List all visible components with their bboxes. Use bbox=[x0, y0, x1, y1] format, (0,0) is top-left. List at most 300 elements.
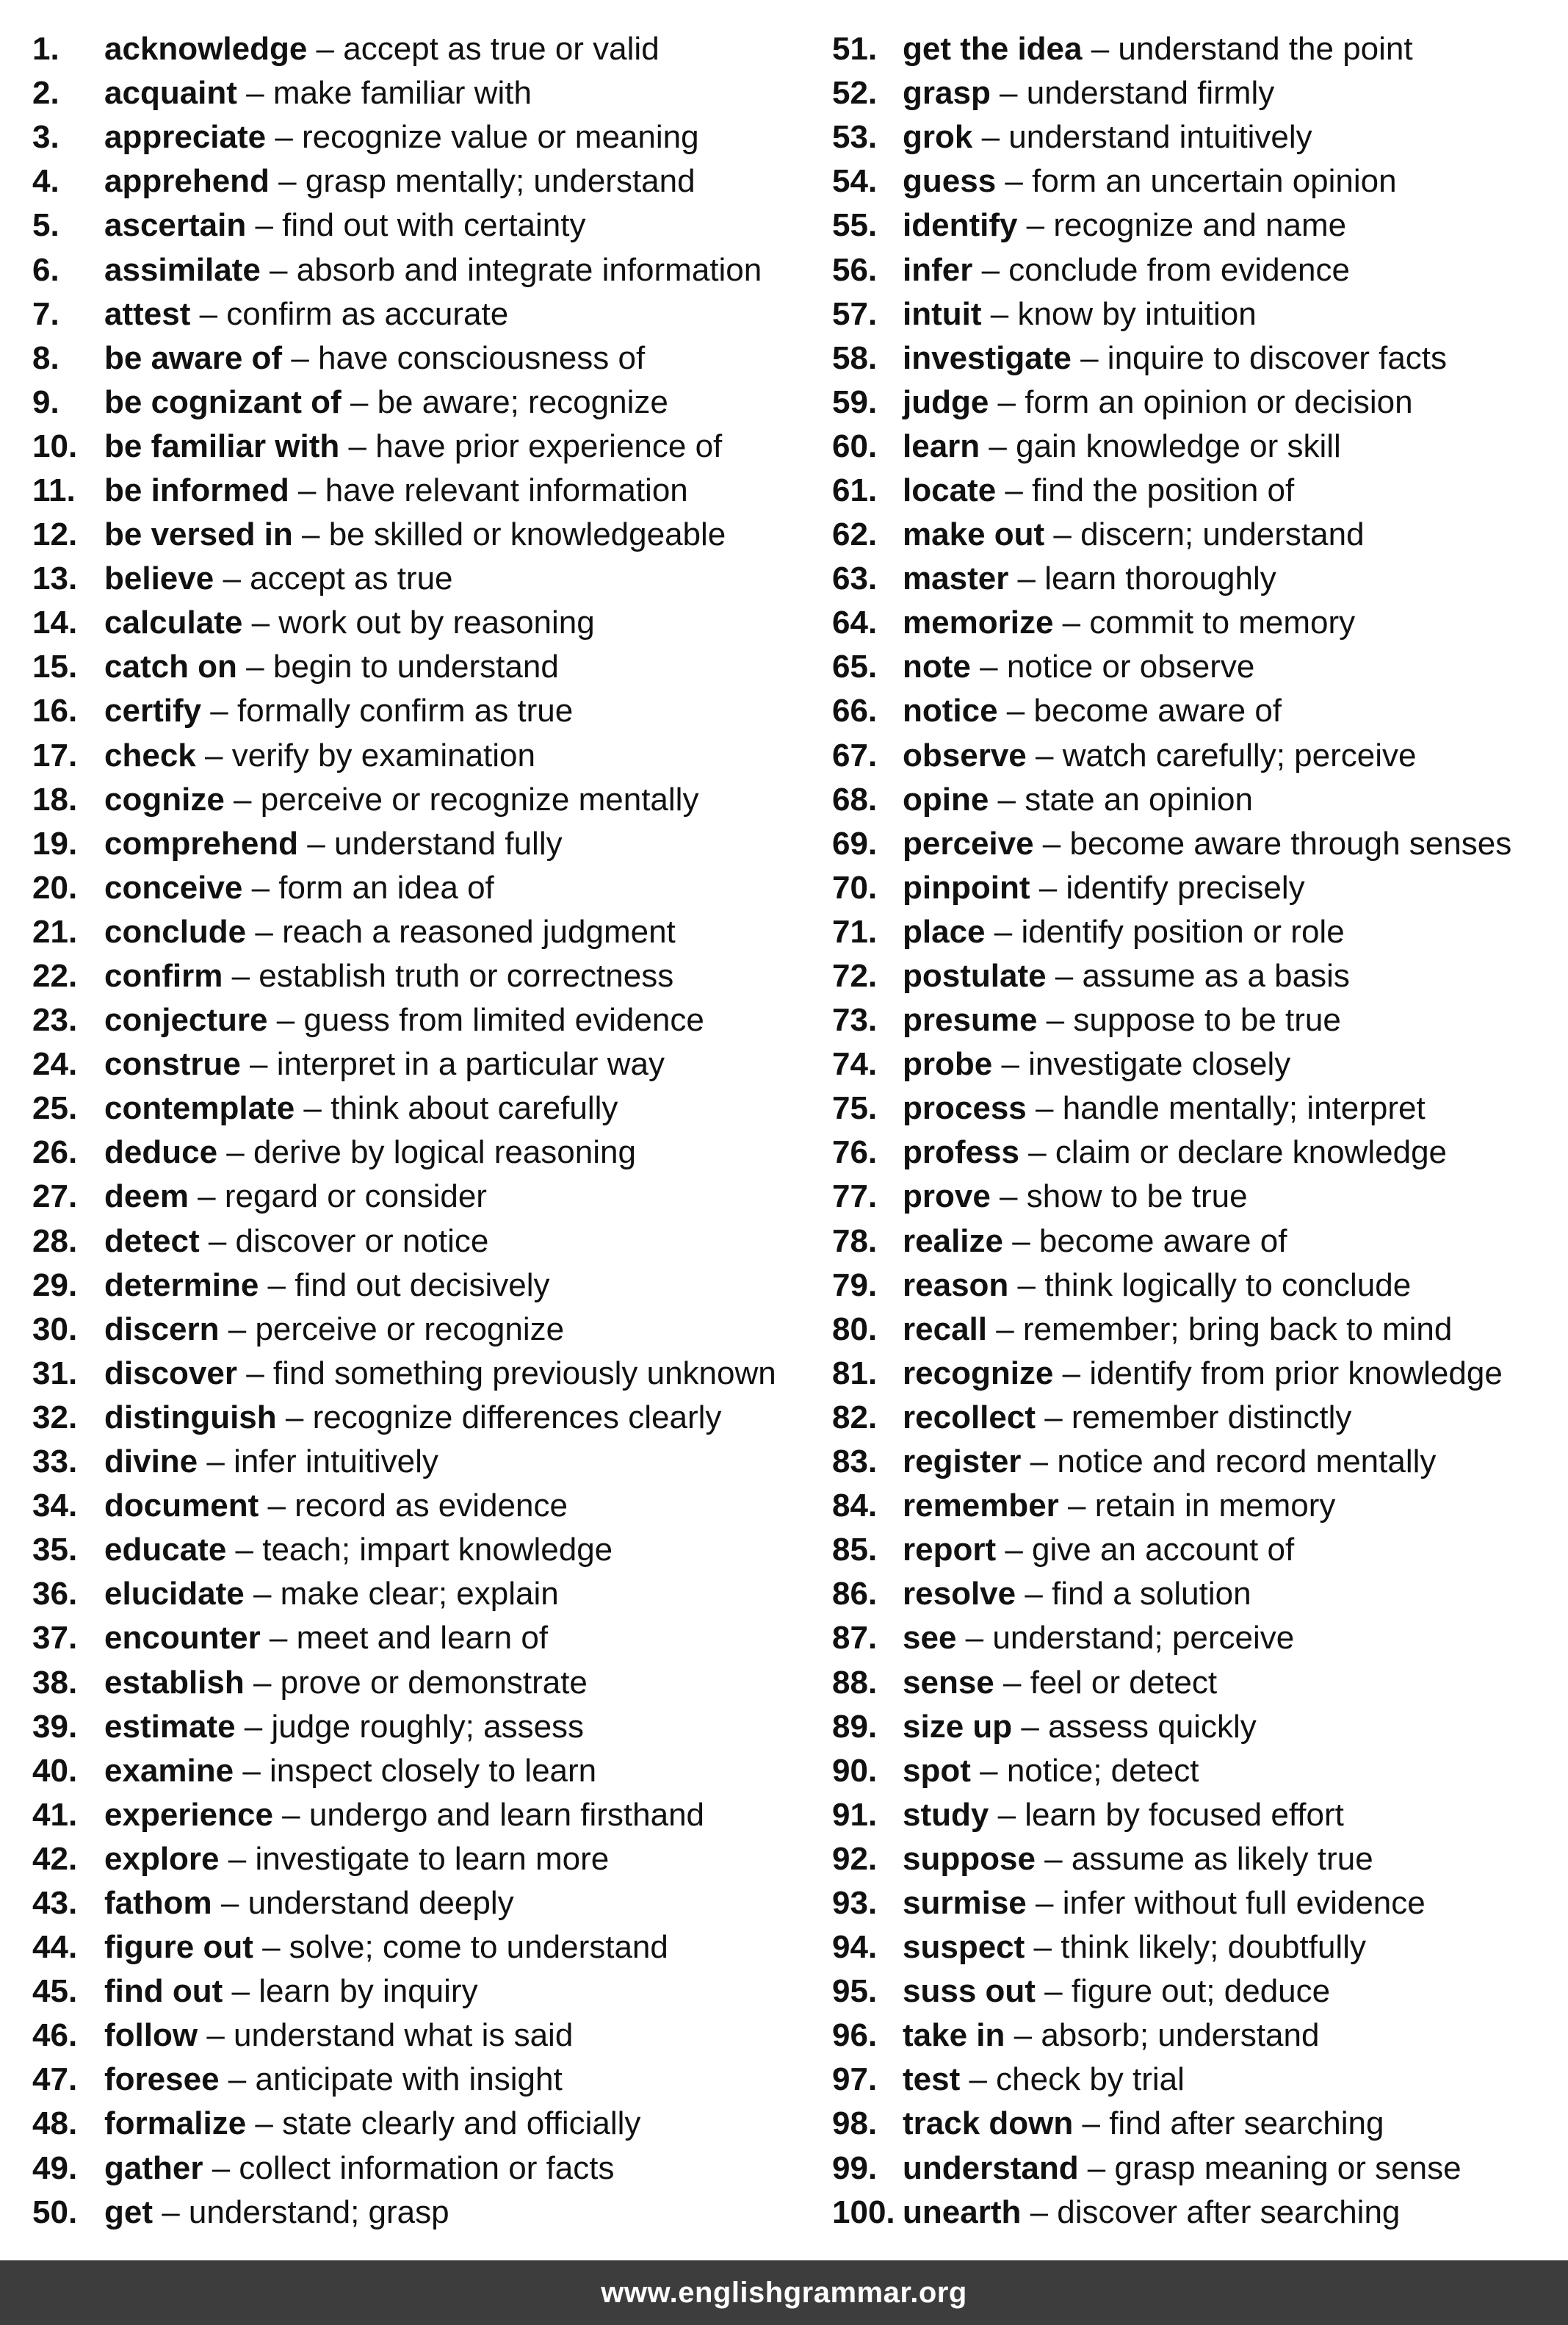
list-item bbox=[832, 71, 1567, 115]
entry-number: 71. bbox=[832, 913, 878, 950]
list-item bbox=[32, 2058, 800, 2102]
entry-term: conjecture bbox=[104, 1002, 268, 1039]
entry-separator: – bbox=[1071, 339, 1108, 376]
list-item bbox=[32, 998, 800, 1042]
entry-number: 29. bbox=[32, 1266, 78, 1303]
entry-separator: – bbox=[1035, 1840, 1072, 1877]
entry-definition: find a solution bbox=[1052, 1576, 1251, 1612]
entry-text bbox=[104, 2059, 563, 2100]
list-item bbox=[32, 1484, 800, 1528]
list-item bbox=[832, 469, 1567, 513]
entry-term: follow bbox=[104, 2017, 198, 2054]
entry-term: place bbox=[903, 913, 986, 950]
entry-number: 70. bbox=[832, 869, 878, 906]
entry-number: 74. bbox=[832, 1046, 878, 1083]
entry-separator: – bbox=[219, 1840, 256, 1877]
list-item bbox=[32, 1131, 800, 1175]
entry-number: 35. bbox=[32, 1532, 78, 1568]
entry-number: 16. bbox=[32, 693, 78, 729]
entry-separator: – bbox=[298, 825, 334, 862]
entry-number: 72. bbox=[832, 958, 878, 995]
entry-definition: derive by logical reasoning bbox=[253, 1134, 636, 1171]
entry-separator: – bbox=[246, 913, 283, 950]
entry-separator: – bbox=[236, 649, 273, 685]
entry-separator: – bbox=[199, 1222, 236, 1259]
entry-separator: – bbox=[1008, 560, 1045, 597]
entry-definition: guess from limited evidence bbox=[303, 1002, 704, 1039]
entry-separator: – bbox=[972, 119, 1009, 156]
entry-term: detect bbox=[104, 1222, 200, 1259]
entry-separator: – bbox=[244, 1664, 281, 1701]
list-item bbox=[32, 115, 800, 159]
entry-text bbox=[903, 956, 1350, 997]
entry-separator: – bbox=[190, 295, 227, 332]
entry-text bbox=[903, 338, 1447, 379]
entry-separator: – bbox=[1021, 2194, 1058, 2230]
entry-separator: – bbox=[224, 781, 261, 818]
list-item bbox=[832, 425, 1567, 469]
entry-term: distinguish bbox=[104, 1399, 277, 1435]
entry-definition: remember distinctly bbox=[1071, 1399, 1352, 1435]
entry-text bbox=[104, 1132, 636, 1173]
list-item bbox=[832, 336, 1567, 381]
list-item bbox=[832, 557, 1567, 601]
entry-definition: form an opinion or decision bbox=[1025, 383, 1413, 420]
list-item bbox=[32, 2191, 800, 2235]
entry-separator: – bbox=[1082, 31, 1119, 68]
entry-number: 17. bbox=[32, 737, 78, 774]
entry-number: 89. bbox=[832, 1708, 878, 1745]
entry-separator: – bbox=[236, 1355, 273, 1391]
list-item bbox=[832, 203, 1567, 248]
entry-separator: – bbox=[986, 1311, 1023, 1347]
entry-term: calculate bbox=[104, 605, 243, 641]
entry-definition: form an idea of bbox=[278, 869, 494, 906]
entry-separator: – bbox=[1026, 1090, 1063, 1127]
entry-term: understand bbox=[903, 2149, 1079, 2186]
entry-number: 4. bbox=[32, 163, 59, 200]
entry-separator: – bbox=[1030, 869, 1066, 906]
entry-text bbox=[104, 1927, 668, 1968]
entry-term: guess bbox=[903, 163, 997, 200]
entry-definition: infer without full evidence bbox=[1062, 1884, 1426, 1921]
entry-separator: – bbox=[994, 1664, 1030, 1701]
list-item bbox=[832, 248, 1567, 292]
entry-definition: confirm as accurate bbox=[226, 295, 509, 332]
entry-separator: – bbox=[1035, 1973, 1072, 2010]
entry-number: 6. bbox=[32, 251, 59, 288]
entry-term: recognize bbox=[903, 1355, 1054, 1391]
list-item bbox=[32, 203, 800, 248]
entry-text bbox=[104, 1971, 478, 2012]
entry-term: grok bbox=[903, 119, 973, 156]
entry-definition: notice; detect bbox=[1006, 1752, 1199, 1789]
entry-term: pinpoint bbox=[903, 869, 1030, 906]
entry-separator: – bbox=[1035, 1399, 1072, 1435]
entry-term: track down bbox=[903, 2105, 1074, 2142]
entry-definition: become aware of bbox=[1033, 693, 1282, 729]
entry-definition: discern; understand bbox=[1080, 516, 1365, 553]
entry-term: observe bbox=[903, 737, 1027, 774]
entry-number: 85. bbox=[832, 1532, 878, 1568]
entry-separator: – bbox=[289, 472, 325, 508]
entry-text bbox=[104, 73, 532, 114]
entry-term: encounter bbox=[104, 1620, 261, 1657]
entry-definition: identify from prior knowledge bbox=[1089, 1355, 1503, 1391]
list-item bbox=[32, 1396, 800, 1440]
entry-term: conceive bbox=[104, 869, 243, 906]
list-item bbox=[32, 1705, 800, 1749]
entry-text bbox=[903, 1397, 1351, 1438]
entry-number: 34. bbox=[32, 1488, 78, 1524]
entry-number: 52. bbox=[832, 75, 878, 112]
entry-number: 82. bbox=[832, 1399, 878, 1435]
entry-term: remember bbox=[903, 1488, 1059, 1524]
entry-separator: – bbox=[990, 1178, 1027, 1215]
entry-text bbox=[104, 1221, 488, 1262]
entry-separator: – bbox=[1026, 1884, 1063, 1921]
entry-number: 11. bbox=[32, 472, 76, 508]
entry-separator: – bbox=[276, 1399, 313, 1435]
list-item bbox=[832, 1660, 1567, 1704]
entry-term: realize bbox=[903, 1222, 1003, 1259]
entry-separator: – bbox=[201, 693, 237, 729]
entry-definition: handle mentally; interpret bbox=[1062, 1090, 1426, 1127]
entry-text bbox=[104, 382, 668, 423]
entry-separator: – bbox=[198, 2017, 234, 2054]
entry-text bbox=[104, 2015, 573, 2056]
entry-number: 62. bbox=[832, 516, 878, 553]
entry-number: 77. bbox=[832, 1178, 878, 1215]
entry-term: notice bbox=[903, 693, 998, 729]
entry-separator: – bbox=[282, 339, 319, 376]
entry-number: 10. bbox=[32, 428, 78, 464]
entry-number: 99. bbox=[832, 2149, 878, 2186]
list-item bbox=[832, 734, 1567, 778]
entry-term: acknowledge bbox=[104, 31, 308, 68]
entry-number: 90. bbox=[832, 1752, 878, 1789]
list-item bbox=[832, 513, 1567, 557]
entry-term: examine bbox=[104, 1752, 234, 1789]
list-item bbox=[832, 1308, 1567, 1352]
entry-text bbox=[104, 294, 508, 335]
entry-term: make out bbox=[903, 516, 1045, 553]
entry-definition: regard or consider bbox=[224, 1178, 487, 1215]
entry-term: locate bbox=[903, 472, 997, 508]
entry-term: learn bbox=[903, 428, 980, 464]
list-item bbox=[32, 1175, 800, 1219]
list-item bbox=[32, 1440, 800, 1484]
entry-term: intuit bbox=[903, 295, 982, 332]
entry-definition: understand intuitively bbox=[1008, 119, 1312, 156]
entry-term: be familiar with bbox=[104, 428, 340, 464]
list-item bbox=[32, 1793, 800, 1837]
entry-term: acquaint bbox=[104, 75, 237, 112]
entry-definition: learn by inquiry bbox=[259, 1973, 478, 2010]
entry-separator: – bbox=[292, 516, 329, 553]
entry-term: take in bbox=[903, 2017, 1005, 2054]
entry-number: 53. bbox=[832, 119, 878, 156]
entry-separator: – bbox=[970, 649, 1007, 685]
entry-term: discover bbox=[104, 1355, 237, 1391]
entry-term: presume bbox=[903, 1002, 1038, 1039]
entry-separator: – bbox=[242, 605, 279, 641]
list-item bbox=[32, 954, 800, 998]
list-item bbox=[832, 1440, 1567, 1484]
entry-term: figure out bbox=[104, 1929, 253, 1966]
entry-text bbox=[903, 205, 1346, 246]
entry-text bbox=[104, 1485, 568, 1526]
entry-number: 44. bbox=[32, 1929, 78, 1966]
entry-definition: collect information or facts bbox=[239, 2149, 615, 2186]
entry-definition: make clear; explain bbox=[280, 1576, 559, 1612]
entry-term: infer bbox=[903, 251, 973, 288]
entry-number: 20. bbox=[32, 869, 78, 906]
entry-definition: identify precisely bbox=[1066, 869, 1305, 906]
entry-term: assimilate bbox=[104, 251, 261, 288]
entry-number: 23. bbox=[32, 1002, 78, 1039]
entry-number: 21. bbox=[32, 913, 78, 950]
entry-term: ascertain bbox=[104, 207, 247, 244]
entry-separator: – bbox=[242, 869, 279, 906]
list-item bbox=[832, 1837, 1567, 1881]
entry-term: profess bbox=[903, 1134, 1019, 1171]
entry-number: 94. bbox=[832, 1929, 878, 1966]
entry-number: 96. bbox=[832, 2017, 878, 2054]
entry-definition: perceive or recognize mentally bbox=[260, 781, 699, 818]
entry-separator: – bbox=[989, 781, 1025, 818]
entry-term: see bbox=[903, 1620, 957, 1657]
entry-text bbox=[903, 294, 1257, 335]
entry-separator: – bbox=[997, 693, 1034, 729]
entry-definition: state clearly and officially bbox=[282, 2105, 641, 2142]
entry-number: 76. bbox=[832, 1134, 878, 1171]
entry-number: 8. bbox=[32, 339, 59, 376]
entry-number: 45. bbox=[32, 1973, 78, 2010]
entry-number: 66. bbox=[832, 693, 878, 729]
entry-definition: think likely; doubtfully bbox=[1061, 1929, 1366, 1966]
entry-text bbox=[903, 1132, 1447, 1173]
entry-text bbox=[903, 691, 1282, 732]
entry-separator: – bbox=[1026, 737, 1063, 774]
entry-term: reason bbox=[903, 1266, 1009, 1303]
entry-text bbox=[903, 426, 1341, 467]
footer-url[interactable]: www.englishgrammar.org bbox=[601, 2276, 967, 2309]
entry-definition: reach a reasoned judgment bbox=[282, 913, 676, 950]
entry-text bbox=[104, 2103, 640, 2144]
list-item bbox=[832, 1396, 1567, 1440]
entry-text bbox=[104, 1000, 704, 1041]
entry-text bbox=[903, 514, 1365, 555]
entry-separator: – bbox=[195, 737, 232, 774]
entry-term: note bbox=[903, 649, 971, 685]
entry-definition: establish truth or correctness bbox=[259, 958, 674, 995]
entry-definition: understand fully bbox=[333, 825, 563, 862]
entry-term: recall bbox=[903, 1311, 987, 1347]
entry-definition: recognize differences clearly bbox=[312, 1399, 722, 1435]
entry-number: 88. bbox=[832, 1664, 878, 1701]
entry-text bbox=[903, 382, 1413, 423]
entry-definition: discover or notice bbox=[235, 1222, 489, 1259]
entry-term: deem bbox=[104, 1178, 189, 1215]
entry-number: 95. bbox=[832, 1973, 878, 2010]
list-item bbox=[32, 513, 800, 557]
list-item bbox=[832, 2146, 1567, 2191]
entry-number: 25. bbox=[32, 1090, 78, 1127]
entry-number: 39. bbox=[32, 1708, 78, 1745]
entry-text bbox=[104, 1397, 721, 1438]
entry-number: 46. bbox=[32, 2017, 78, 2054]
entry-number: 33. bbox=[32, 1443, 78, 1480]
entry-term: check bbox=[104, 737, 196, 774]
entry-definition: formally confirm as true bbox=[237, 693, 574, 729]
entry-separator: – bbox=[1025, 1929, 1061, 1966]
entry-number: 42. bbox=[32, 1840, 78, 1877]
list-item bbox=[832, 2102, 1567, 2146]
list-item bbox=[832, 381, 1567, 425]
entry-term: be aware of bbox=[104, 339, 283, 376]
entry-term: sense bbox=[903, 1664, 994, 1701]
entry-number: 92. bbox=[832, 1840, 878, 1877]
entry-number: 22. bbox=[32, 958, 78, 995]
entry-definition: accept as true or valid bbox=[343, 31, 660, 68]
entry-number: 2. bbox=[32, 75, 59, 112]
entry-number: 5. bbox=[32, 207, 59, 244]
entry-number: 47. bbox=[32, 2061, 78, 2098]
entry-text bbox=[903, 1000, 1341, 1041]
entry-text bbox=[104, 1751, 596, 1792]
list-item bbox=[832, 2014, 1567, 2058]
entry-text bbox=[903, 2192, 1400, 2233]
entry-number: 37. bbox=[32, 1620, 78, 1657]
entry-definition: gain knowledge or skill bbox=[1016, 428, 1341, 464]
entry-definition: work out by reasoning bbox=[278, 605, 595, 641]
entry-term: apprehend bbox=[104, 163, 270, 200]
entry-term: catch on bbox=[104, 649, 237, 685]
entry-definition: understand firmly bbox=[1026, 75, 1275, 112]
entry-number: 40. bbox=[32, 1752, 78, 1789]
entry-separator: – bbox=[992, 1046, 1029, 1083]
list-item bbox=[32, 1837, 800, 1881]
entry-text bbox=[104, 1662, 588, 1704]
entry-term: investigate bbox=[903, 339, 1072, 376]
entry-term: suss out bbox=[903, 1973, 1036, 2010]
entry-term: process bbox=[903, 1090, 1027, 1127]
entry-separator: – bbox=[253, 1929, 289, 1966]
entry-number: 18. bbox=[32, 781, 78, 818]
entry-separator: – bbox=[341, 383, 377, 420]
entry-number: 36. bbox=[32, 1576, 78, 1612]
entry-separator: – bbox=[259, 1266, 295, 1303]
entry-definition: notice or observe bbox=[1006, 649, 1255, 685]
entry-separator: – bbox=[972, 251, 1009, 288]
entry-definition: verify by examination bbox=[231, 737, 535, 774]
entry-definition: remember; bring back to mind bbox=[1022, 1311, 1453, 1347]
entry-term: determine bbox=[104, 1266, 259, 1303]
list-item bbox=[32, 557, 800, 601]
entry-definition: state an opinion bbox=[1025, 781, 1253, 818]
entry-definition: investigate closely bbox=[1028, 1046, 1291, 1083]
list-item bbox=[832, 1572, 1567, 1616]
entry-text bbox=[903, 1795, 1344, 1836]
entry-term: formalize bbox=[104, 2105, 247, 2142]
entry-definition: find out with certainty bbox=[282, 207, 586, 244]
entry-separator: – bbox=[1017, 207, 1054, 244]
entry-text bbox=[903, 1441, 1436, 1482]
entry-definition: judge roughly; assess bbox=[271, 1708, 585, 1745]
entry-separator: – bbox=[1021, 1443, 1058, 1480]
entry-number: 87. bbox=[832, 1620, 878, 1657]
entry-number: 68. bbox=[832, 781, 878, 818]
entry-separator: – bbox=[267, 1002, 304, 1039]
entry-text bbox=[104, 514, 726, 555]
entry-term: suspect bbox=[903, 1929, 1025, 1966]
entry-number: 98. bbox=[832, 2105, 878, 2142]
entry-text bbox=[903, 1485, 1335, 1526]
entry-text bbox=[903, 779, 1253, 821]
entry-text bbox=[903, 1529, 1294, 1571]
site-footer bbox=[0, 2260, 1568, 2325]
entry-definition: recognize value or meaning bbox=[302, 119, 699, 156]
entry-term: construe bbox=[104, 1046, 241, 1083]
list-item bbox=[32, 645, 800, 689]
entry-separator: – bbox=[1073, 2105, 1110, 2142]
entry-definition: inspect closely to learn bbox=[270, 1752, 597, 1789]
entry-definition: assess quickly bbox=[1048, 1708, 1257, 1745]
entry-number: 81. bbox=[832, 1355, 878, 1391]
entry-number: 51. bbox=[832, 31, 878, 68]
entry-term: believe bbox=[104, 560, 214, 597]
entry-term: be cognizant of bbox=[104, 383, 342, 420]
entry-separator: – bbox=[1012, 1708, 1049, 1745]
entry-term: educate bbox=[104, 1532, 227, 1568]
entry-text bbox=[104, 1441, 438, 1482]
entry-definition: identify position or role bbox=[1021, 913, 1345, 950]
entry-number: 73. bbox=[832, 1002, 878, 1039]
entry-separator: – bbox=[219, 2061, 256, 2098]
entry-text bbox=[104, 602, 595, 644]
entry-separator: – bbox=[266, 119, 303, 156]
list-item bbox=[832, 27, 1567, 71]
entry-term: conclude bbox=[104, 913, 247, 950]
entry-definition: absorb; understand bbox=[1041, 2017, 1320, 2054]
entry-text bbox=[903, 29, 1413, 70]
entry-term: study bbox=[903, 1796, 989, 1833]
entry-text bbox=[903, 1618, 1294, 1659]
list-item bbox=[32, 1086, 800, 1131]
list-item bbox=[832, 954, 1567, 998]
list-item bbox=[32, 734, 800, 778]
entry-text bbox=[903, 1662, 1217, 1704]
entry-definition: solve; come to understand bbox=[289, 1929, 668, 1966]
entry-text bbox=[903, 1883, 1426, 1924]
entry-separator: – bbox=[214, 560, 250, 597]
entry-text bbox=[903, 1265, 1411, 1306]
list-item bbox=[32, 1881, 800, 1925]
entry-text bbox=[104, 1839, 609, 1880]
list-item bbox=[32, 1925, 800, 1969]
entry-definition: have prior experience of bbox=[375, 428, 723, 464]
entry-definition: suppose to be true bbox=[1073, 1002, 1341, 1039]
entry-text bbox=[903, 646, 1254, 688]
entry-number: 31. bbox=[32, 1355, 78, 1391]
entry-number: 54. bbox=[832, 163, 878, 200]
entry-separator: – bbox=[307, 31, 344, 68]
entry-separator: – bbox=[1078, 2149, 1115, 2186]
entry-definition: understand; perceive bbox=[992, 1620, 1295, 1657]
entry-definition: prove or demonstrate bbox=[280, 1664, 588, 1701]
entry-text bbox=[903, 2148, 1462, 2189]
